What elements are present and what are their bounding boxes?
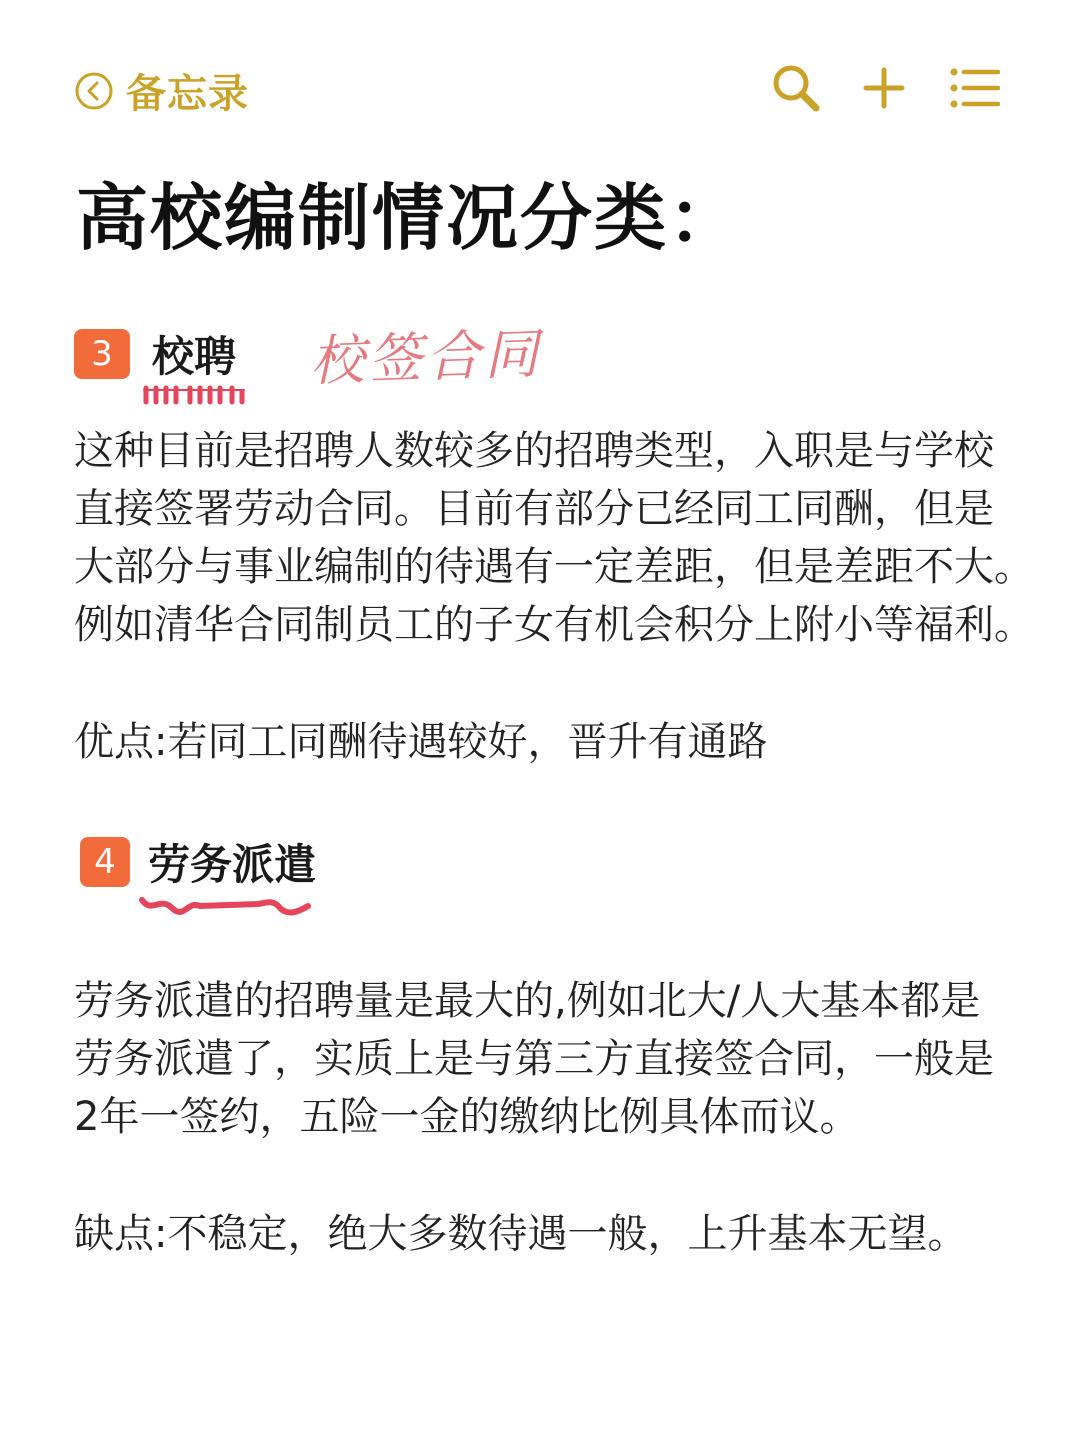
paragraph-line: 这种目前是招聘人数较多的招聘类型，入职是与学校 (74, 428, 994, 474)
pros-line (74, 713, 1074, 771)
navigation-bar (0, 0, 1080, 170)
section-title: 劳务派遣 (148, 840, 317, 889)
back-circle-icon (74, 71, 114, 111)
paragraph-line: 例如清华合同制员工的子女有机会积分上附小等福利。 (74, 602, 1034, 648)
cons-text: 缺点:不稳定，绝大多数待遇一般，上升基本无望。 (74, 1211, 968, 1257)
underline-doodle (138, 890, 313, 920)
search-icon (768, 60, 824, 116)
note-title: 高校编制情况分类： (76, 176, 743, 260)
section-3-paragraph (74, 422, 1074, 654)
list-icon (946, 60, 1002, 116)
paragraph-line: 直接签署劳动合同。目前有部分已经同工同酬，但是 (74, 486, 994, 532)
cons-line (74, 1205, 1074, 1263)
back-button[interactable] (74, 62, 249, 119)
back-label: 备忘录 (126, 71, 249, 117)
section-4-paragraph (74, 972, 1074, 1146)
list-menu-button[interactable] (944, 60, 1004, 116)
section-number-badge: 3 (74, 329, 130, 379)
handwritten-note: 校签合同 (309, 321, 544, 394)
paragraph-line: 劳务派遣了，实质上是与第三方直接签合同，一般是 (74, 1036, 994, 1082)
section-number-badge: 4 (80, 837, 130, 887)
plus-icon (856, 60, 912, 116)
underline-doodle (140, 380, 250, 406)
pros-text: 优点:若同工同酬待遇较好，晋升有通路 (74, 719, 768, 765)
add-note-button[interactable] (854, 60, 914, 116)
section-title: 校聘 (152, 331, 237, 381)
search-button[interactable] (766, 60, 826, 116)
paragraph-line: 劳务派遣的招聘量是最大的,例如北大/人大基本都是 (74, 978, 981, 1024)
paragraph-line: 大部分与事业编制的待遇有一定差距，但是差距不大。 (74, 544, 1034, 590)
paragraph-line: 2年一签约，五险一金的缴纳比例具体而议。 (74, 1094, 860, 1140)
section-4-header (80, 832, 316, 892)
